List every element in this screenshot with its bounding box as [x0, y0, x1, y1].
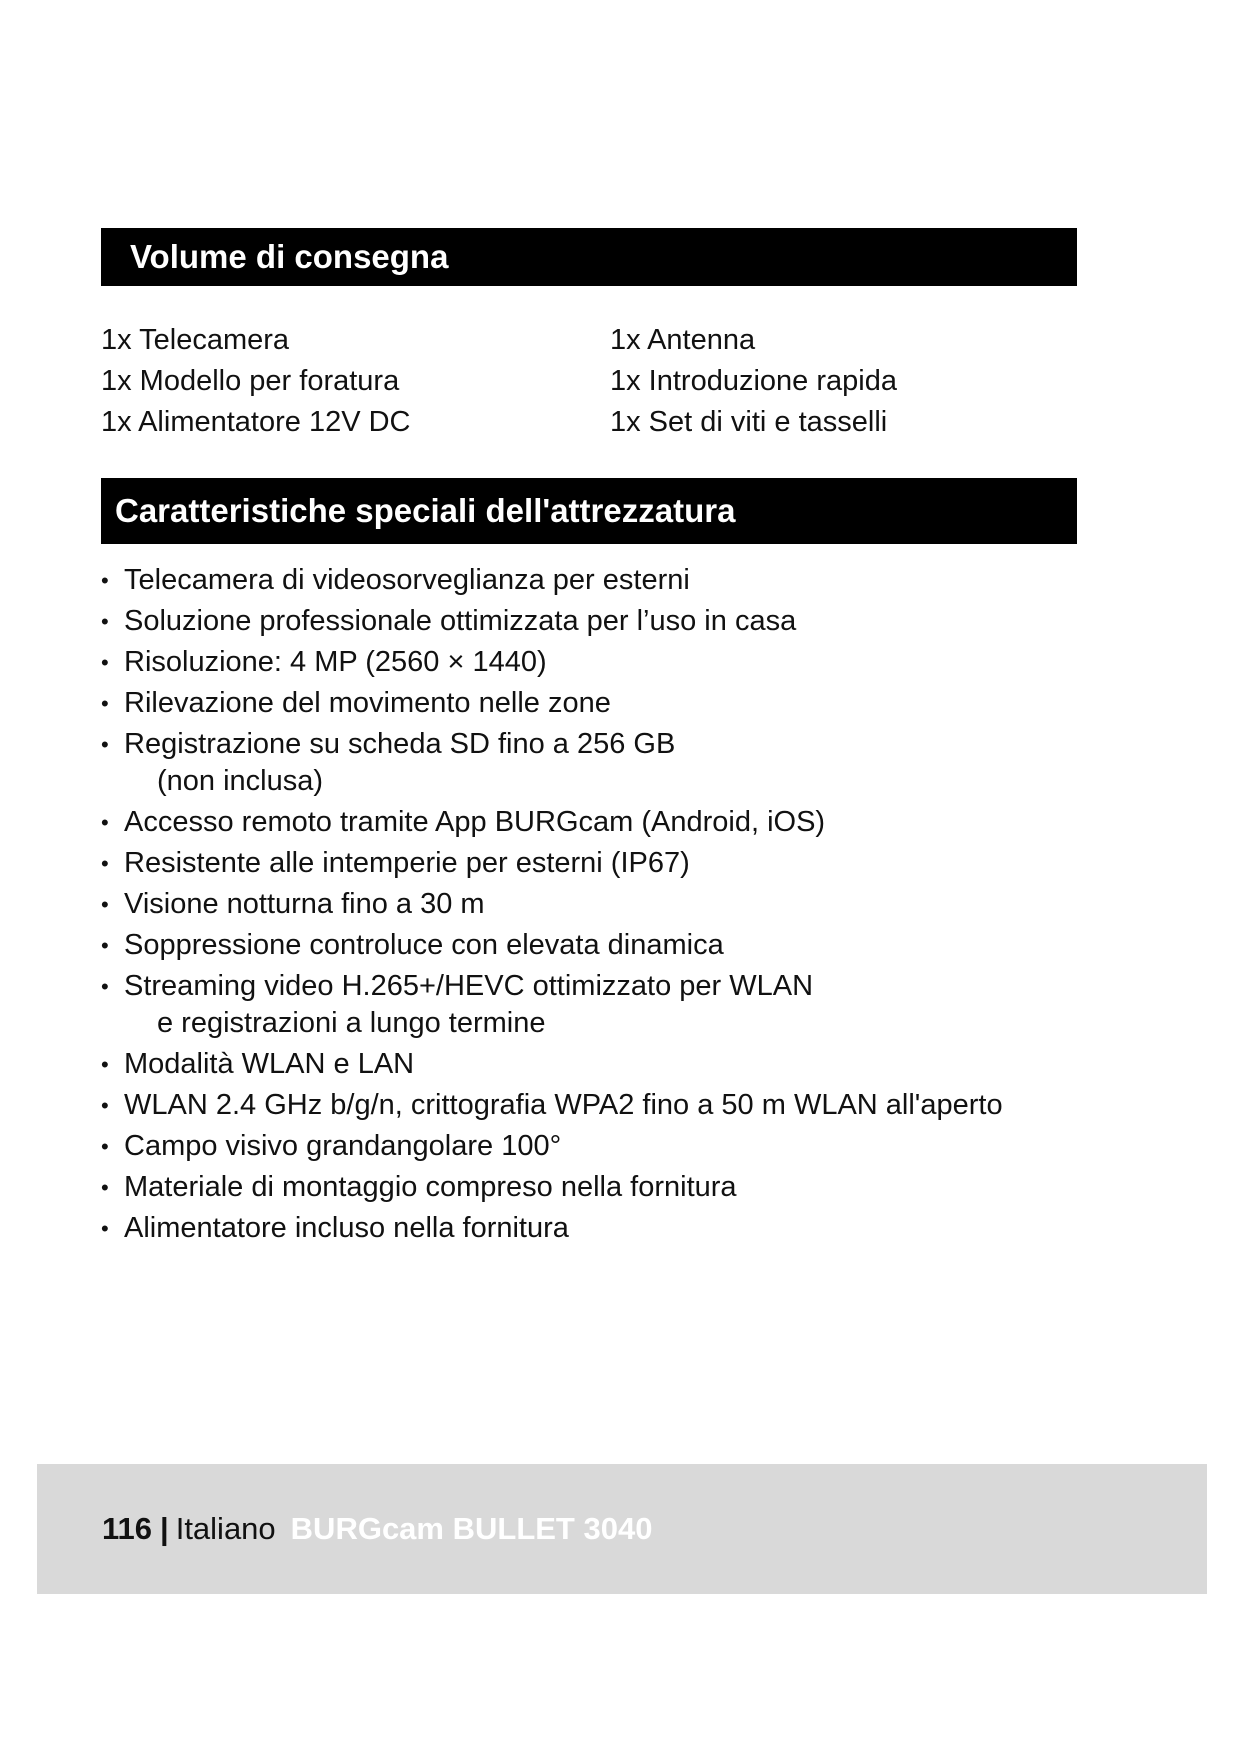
feature-text: Telecamera di videosorveglianza per esterni [124, 564, 690, 596]
feature-text-continuation: (non inclusa) [157, 765, 324, 797]
feature-text: Accesso remoto tramite App BURGcam (Android, iOS) [124, 806, 826, 838]
bullet-icon: • [101, 810, 109, 835]
bullet-icon: • [101, 1134, 109, 1159]
bullet-icon: • [101, 933, 109, 958]
footer-product-name: BURGcam BULLET 3040 [290, 1511, 653, 1546]
features-list [101, 562, 1091, 1251]
feature-item [101, 886, 1091, 923]
bullet-icon: • [101, 732, 109, 757]
feature-item [101, 726, 1091, 800]
bullet-icon: • [101, 1093, 109, 1118]
feature-text: Modalità WLAN e LAN [124, 1048, 415, 1080]
delivery-item: 1x Modello per foratura [101, 365, 400, 397]
feature-text: Registrazione su scheda SD fino a 256 GB [124, 728, 676, 760]
footer-language: Italiano [175, 1511, 276, 1546]
feature-text: Materiale di montaggio compreso nella fornitura [124, 1171, 737, 1203]
feature-text: WLAN 2.4 GHz b/g/n, crittografia WPA2 fino a 50 m WLAN all'aperto [124, 1089, 1003, 1121]
delivery-item: 1x Introduzione rapida [610, 365, 897, 397]
bullet-icon: • [101, 1216, 109, 1241]
feature-text: Rilevazione del movimento nelle zone [124, 687, 611, 719]
feature-text: Visione notturna fino a 30 m [124, 888, 485, 920]
bullet-icon: • [101, 892, 109, 917]
bullet-icon: • [101, 609, 109, 634]
section-header-delivery [101, 228, 1077, 286]
feature-text: Campo visivo grandangolare 100° [124, 1130, 562, 1162]
footer-separator: | [160, 1511, 169, 1546]
delivery-contents-list [101, 320, 1001, 443]
feature-item [101, 1046, 1091, 1083]
feature-item [101, 644, 1091, 681]
section-header-features [101, 478, 1077, 544]
page-footer [37, 1464, 1207, 1594]
bullet-icon: • [101, 568, 109, 593]
delivery-item: 1x Alimentatore 12V DC [101, 406, 411, 438]
feature-item [101, 1128, 1091, 1165]
delivery-item: 1x Antenna [610, 324, 756, 356]
section-title-delivery: Volume di consegna [130, 238, 449, 275]
bullet-icon: • [101, 974, 109, 999]
bullet-icon: • [101, 1175, 109, 1200]
feature-item [101, 804, 1091, 841]
feature-text: Streaming video H.265+/HEVC ottimizzato per WLAN [124, 970, 814, 1002]
feature-text: Soppressione controluce con elevata dinamica [124, 929, 724, 961]
feature-item [101, 968, 1091, 1042]
feature-item [101, 1210, 1091, 1247]
page-number: 116 [102, 1511, 153, 1546]
delivery-item: 1x Set di viti e tasselli [610, 406, 888, 438]
section-title-features: Caratteristiche speciali dell'attrezzatura [115, 492, 736, 529]
feature-text: Soluzione professionale ottimizzata per l’uso in casa [124, 605, 797, 637]
feature-item [101, 845, 1091, 882]
feature-item [101, 603, 1091, 640]
bullet-icon: • [101, 691, 109, 716]
bullet-icon: • [101, 1052, 109, 1077]
bullet-icon: • [101, 650, 109, 675]
delivery-item: 1x Telecamera [101, 324, 290, 356]
feature-item [101, 685, 1091, 722]
feature-text: Resistente alle intemperie per esterni (IP67) [124, 847, 690, 879]
feature-item [101, 562, 1091, 599]
feature-text-continuation: e registrazioni a lungo termine [157, 1007, 546, 1039]
bullet-icon: • [101, 851, 109, 876]
feature-text: Risoluzione: 4 MP (2560 × 1440) [124, 646, 547, 678]
feature-item [101, 927, 1091, 964]
feature-text: Alimentatore incluso nella fornitura [124, 1212, 569, 1244]
feature-item [101, 1087, 1091, 1124]
feature-item [101, 1169, 1091, 1206]
